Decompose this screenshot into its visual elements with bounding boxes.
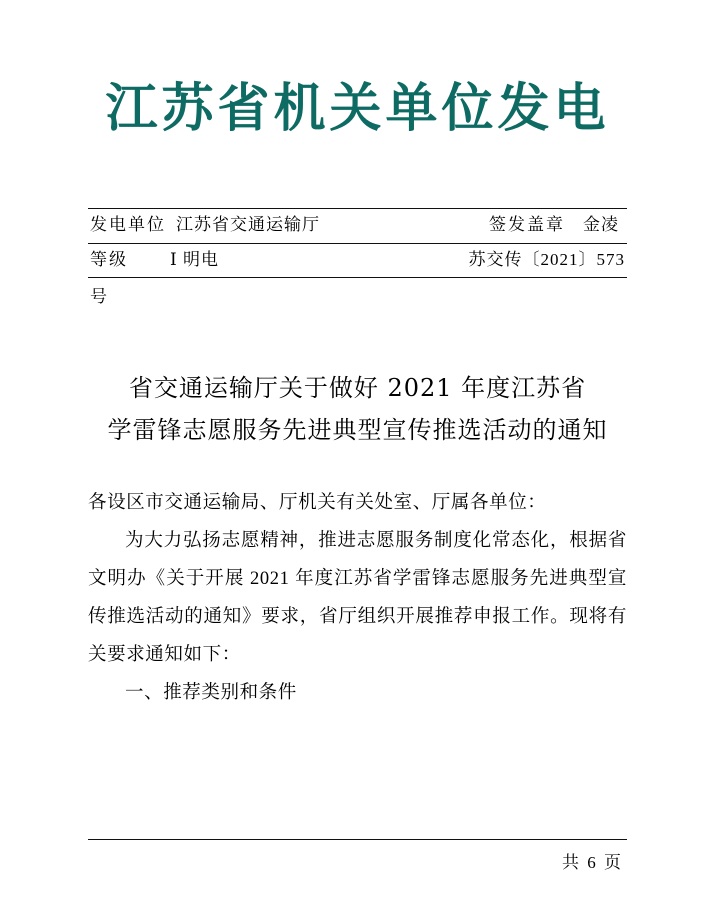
- signer-label: 签发盖章: [489, 215, 565, 235]
- grade-row: [88, 244, 627, 277]
- body-section-heading-1: 一、推荐类别和条件: [125, 682, 297, 703]
- sender-field: [90, 215, 320, 235]
- document-number: 苏交传〔2021〕573: [468, 249, 625, 269]
- page-title-line-1: 省交通运输厅关于做好 2021 年度江苏省: [128, 374, 587, 403]
- signer-value: 金凌: [583, 215, 619, 235]
- page-title-line-2: 学雷锋志愿服务先进典型宣传推选活动的通知: [107, 416, 608, 445]
- grade-field: [90, 250, 219, 270]
- telegram-header-block: [88, 208, 627, 307]
- body-paragraph-1: 为大力弘扬志愿精神，推进志愿服务制度化常态化，根据省文明办《关于开展 2021 年度江苏省学雷锋志愿服务先进典型宣传推选活动的通知》要求，省厅组织开展推荐申报工作。现将有关要求通知如下：: [88, 531, 627, 665]
- sender-row: [88, 209, 627, 242]
- page-title: [88, 367, 627, 451]
- document-page: [0, 78, 715, 921]
- document-number-field: [451, 250, 626, 270]
- grade-value: Ⅰ 明电: [170, 249, 219, 269]
- document-number-continuation: 号: [90, 287, 108, 307]
- page-count: 共 6 页: [562, 853, 623, 872]
- sender-label: 发电单位: [90, 215, 166, 235]
- grade-label: 等级: [90, 249, 128, 269]
- addressee-line: 各设区市交通运输局、厅机关有关处室、厅属各单位：: [88, 493, 547, 514]
- document-masthead: 江苏省机关单位发电: [105, 78, 610, 139]
- document-body: [88, 485, 627, 713]
- signer-field: [489, 215, 619, 235]
- sender-value: 江苏省交通运输厅: [176, 215, 320, 235]
- footer-rule: [88, 839, 627, 840]
- page-footer: [88, 839, 627, 873]
